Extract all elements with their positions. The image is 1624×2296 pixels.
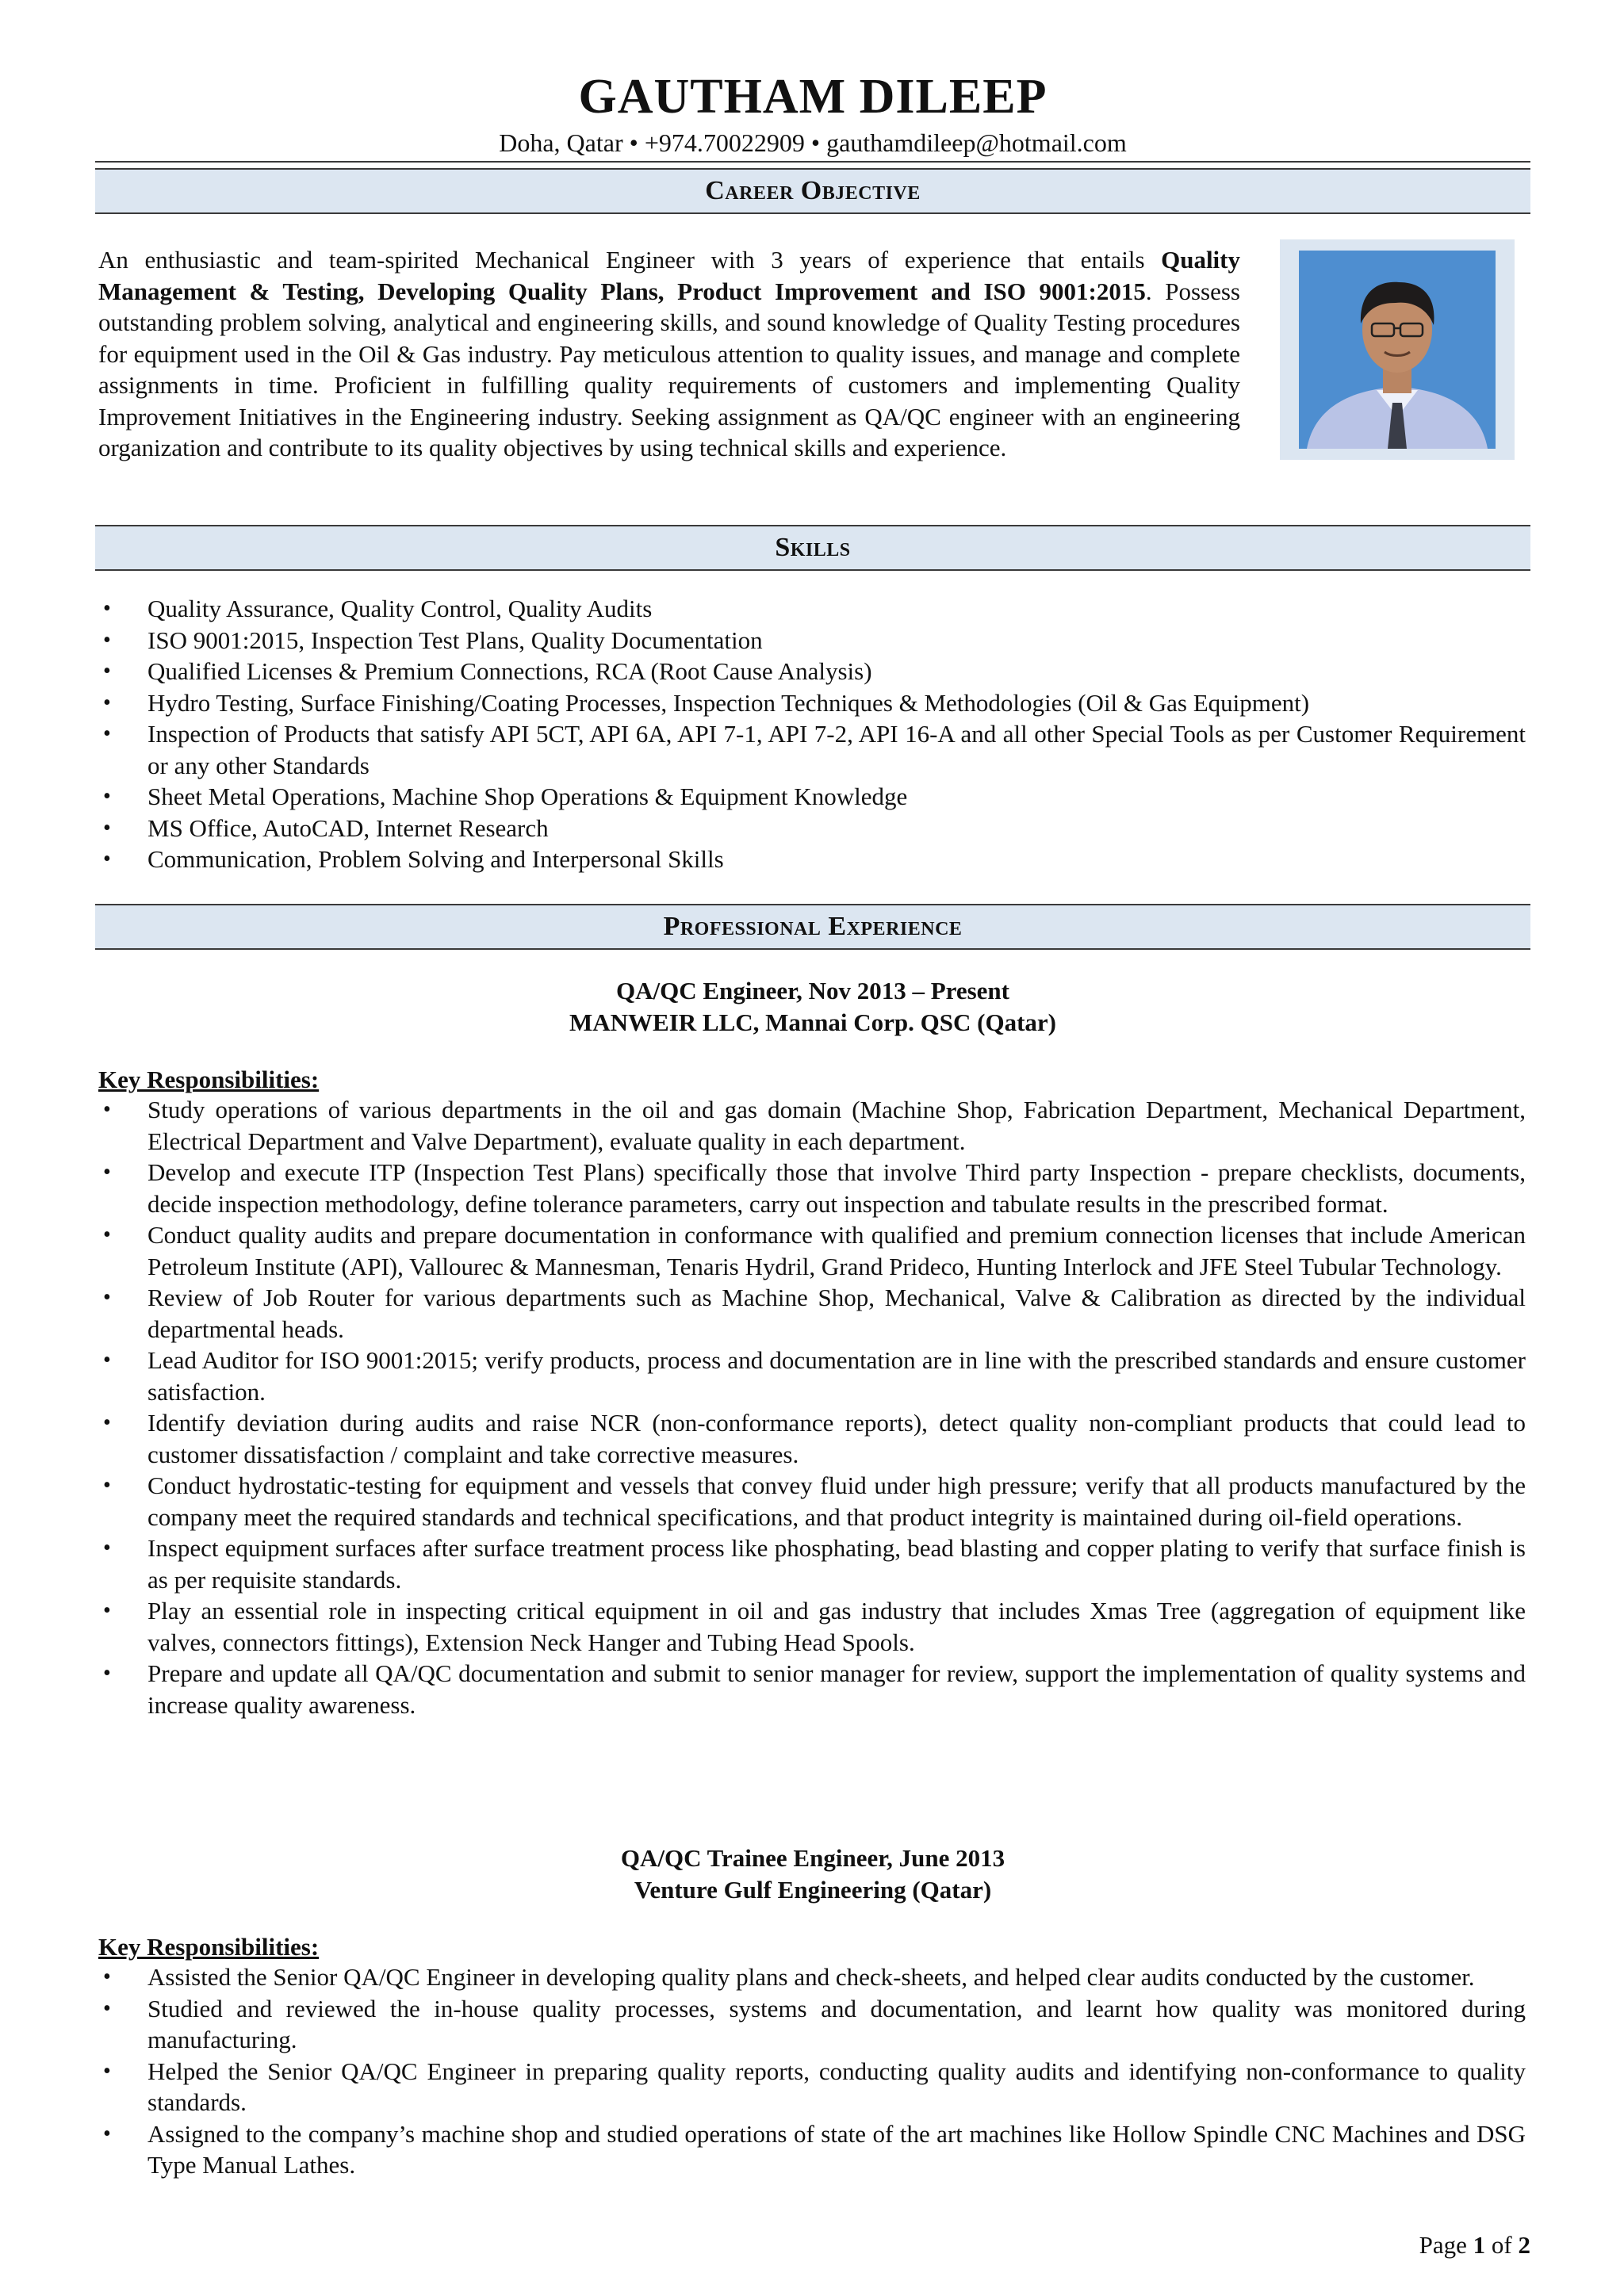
current-page: 1 bbox=[1473, 2231, 1486, 2259]
skill-item: • Quality Assurance, Quality Control, Quality Audits bbox=[98, 593, 1526, 625]
portrait-illustration bbox=[1299, 251, 1496, 449]
responsibility-item: • Identify deviation during audits and raise NCR (non-conformance reports), detect quality non-compliant products that could lead to customer dissatisfaction / complaint and take corrective measures. bbox=[98, 1407, 1526, 1470]
career-objective-text bbox=[98, 244, 1240, 464]
key-responsibilities-label: Key Responsibilities: bbox=[98, 1933, 320, 1961]
job-company: MANWEIR LLC, Mannai Corp. QSC (Qatar) bbox=[569, 1008, 1056, 1036]
profile-photo bbox=[1299, 251, 1496, 449]
of-label: of bbox=[1491, 2231, 1512, 2259]
objective-text-rest: . Possess outstanding problem solving, analytical and engineering skills, and sound knowledge of Quality Testing procedures for equipment used in the Oil & Gas industry. Pay meticulous attention to quality issues, and manage and complete assignments in time. Proficient in fulfilling quality requirements of customers and implementing Quality Improvement Initiatives in the Engineering industry. Seeking assignment as QA/QC engineer with an engineering organization and contribute to its quality objectives by using technical skills and experience. bbox=[98, 277, 1240, 461]
section-title-skills: Skills bbox=[775, 533, 851, 562]
responsibility-item: • Lead Auditor for ISO 9001:2015; verify products, process and documentation are in line with the prescribed standards and ensure customer satisfaction. bbox=[98, 1345, 1526, 1407]
section-bar-professional-experience bbox=[95, 904, 1530, 950]
responsibility-item: • Play an essential role in inspecting critical equipment in oil and gas industry that includes Xmas Tree (aggregation of equipment like valves, connectors fittings), Extension Neck Hanger and Tubing Head Spools. bbox=[98, 1595, 1526, 1658]
job-responsibilities-list bbox=[98, 1961, 1526, 2181]
job-title: QA/QC Trainee Engineer, June 2013 bbox=[620, 1844, 1005, 1872]
responsibility-item: • Inspect equipment surfaces after surface treatment process like phosphating, bead blasting and copper plating to verify that surface finish is as per requisite standards. bbox=[98, 1533, 1526, 1595]
objective-highlight: Quality Management & Testing, Developing Quality Plans, Product Improvement and ISO 9001:2015 bbox=[98, 246, 1240, 305]
responsibility-item: • Develop and execute ITP (Inspection Test Plans) specifically those that involve Third party Inspection - prepare checklists, documents, decide inspection methodology, define tolerance parameters, carry out inspection and tabulate results in the prescribed format. bbox=[98, 1157, 1526, 1219]
candidate-name: GAUTHAM DILEEP bbox=[578, 70, 1048, 124]
job-responsibilities-list bbox=[98, 1094, 1526, 1720]
skills-list bbox=[98, 593, 1526, 875]
skill-item: • Sheet Metal Operations, Machine Shop Operations & Equipment Knowledge bbox=[98, 781, 1526, 813]
key-responsibilities-label: Key Responsibilities: bbox=[98, 1066, 320, 1093]
objective-text-start: An enthusiastic and team-spirited Mechanical Engineer with 3 years of experience that entails bbox=[98, 246, 1162, 274]
responsibility-item: • Conduct hydrostatic-testing for equipment and vessels that convey fluid under high pressure; verify that all products manufactured by the company meet the required standards and technical specifications, and that product integrity is maintained during oil-field operations. bbox=[98, 1470, 1526, 1533]
profile-photo-frame bbox=[1280, 239, 1515, 460]
total-pages: 2 bbox=[1518, 2231, 1530, 2259]
responsibility-item: • Study operations of various departments in the oil and gas domain (Machine Shop, Fabrication Department, Mechanical Department, Electrical Department and Valve Department), evaluate quality in each department. bbox=[98, 1094, 1526, 1157]
responsibility-item: • Conduct quality audits and prepare documentation in conformance with qualified and premium connection licenses that include American Petroleum Institute (API), Vallourec & Mannesman, Tenaris Hydril, Grand Prideco, Hunting Interlock and JFE Steel Tubular Technology. bbox=[98, 1219, 1526, 1282]
section-title-career-objective: Career Objective bbox=[705, 176, 921, 205]
skill-item: • MS Office, AutoCAD, Internet Research bbox=[98, 813, 1526, 844]
job-title: QA/QC Engineer, Nov 2013 – Present bbox=[616, 977, 1009, 1004]
contact-line: Doha, Qatar • +974.70022909 • gauthamdileep@hotmail.com bbox=[499, 128, 1127, 157]
responsibility-item: • Assigned to the company’s machine shop and studied operations of state of the art machines like Hollow Spindle CNC Machines and DSG Type Manual Lathes. bbox=[98, 2118, 1526, 2181]
skill-item: • Inspection of Products that satisfy API 5CT, API 6A, API 7-1, API 7-2, API 16-A and all other Special Tools as per Customer Requirement or any other Standards bbox=[98, 718, 1526, 781]
job-company: Venture Gulf Engineering (Qatar) bbox=[634, 1876, 992, 1904]
responsibility-item: • Review of Job Router for various departments such as Machine Shop, Mechanical, Valve & Calibration as directed by the individual departmental heads. bbox=[98, 1282, 1526, 1345]
section-title-professional-experience: Professional Experience bbox=[663, 912, 963, 941]
responsibility-item: • Helped the Senior QA/QC Engineer in preparing quality reports, conducting quality audits and identifying non-conformance to quality standards. bbox=[98, 2056, 1526, 2118]
responsibility-item: • Studied and reviewed the in-house quality processes, systems and documentation, and learnt how quality was monitored during manufacturing. bbox=[98, 1993, 1526, 2056]
page-number bbox=[1419, 2229, 1530, 2261]
responsibility-item: • Prepare and update all QA/QC documentation and submit to senior manager for review, support the implementation of quality systems and increase quality awareness. bbox=[98, 1658, 1526, 1720]
skill-item: • Hydro Testing, Surface Finishing/Coating Processes, Inspection Techniques & Methodologies (Oil & Gas Equipment) bbox=[98, 687, 1526, 719]
section-bar-skills bbox=[95, 525, 1530, 571]
page-label: Page bbox=[1419, 2231, 1467, 2259]
section-bar-career-objective bbox=[95, 168, 1530, 214]
skill-item: • Qualified Licenses & Premium Connections, RCA (Root Cause Analysis) bbox=[98, 656, 1526, 687]
skill-item: • ISO 9001:2015, Inspection Test Plans, Quality Documentation bbox=[98, 625, 1526, 656]
skill-item: • Communication, Problem Solving and Interpersonal Skills bbox=[98, 844, 1526, 875]
header-divider bbox=[95, 161, 1530, 163]
responsibility-item: • Assisted the Senior QA/QC Engineer in developing quality plans and check-sheets, and helped clear audits conducted by the customer. bbox=[98, 1961, 1526, 1993]
